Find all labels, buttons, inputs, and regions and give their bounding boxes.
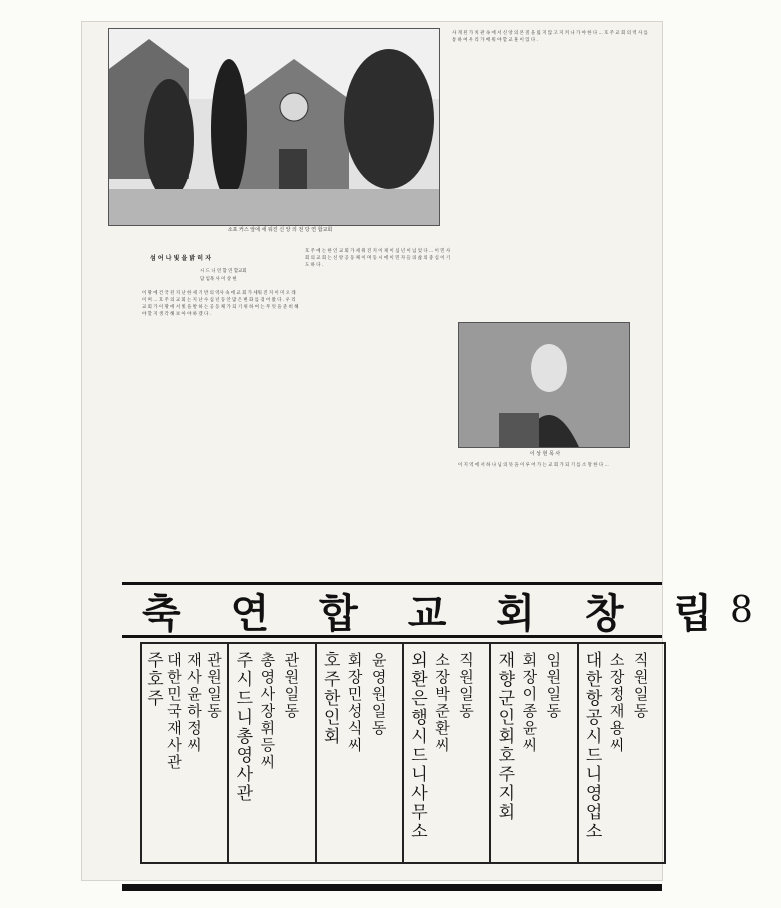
- right-column-text-top: 사 게 된 가 치 관 속 에 서 신 앙 의 본 질 을 잃 지 않 고 지 켜 나 가 야 한 다 ... 호 주 교 회 의 역 사 를 통 하 여 우 리 가 배 워 야 할 교 훈 이 있 다 .: [452, 31, 648, 43]
- ad-australian-embassy: [142, 644, 229, 862]
- ad-col: 관 원 일 동: [207, 651, 222, 720]
- church-illustration: [109, 29, 439, 225]
- ad-col: 윤 영 원 일 동: [371, 651, 387, 737]
- pastor-photo: [458, 322, 630, 448]
- headline-number: 8: [730, 589, 753, 631]
- pastor-photo-caption: 이 상 현 목 사: [529, 451, 561, 457]
- congratulations-ads: [140, 642, 666, 864]
- ad-col: 호주한인회: [323, 651, 341, 747]
- ad-col: 대한항공시드니영업소: [585, 651, 603, 842]
- ad-col: 회장 민 성 식 씨: [347, 651, 363, 754]
- article-heading: 섬 어 나 빛 을 밝 히 자: [150, 255, 211, 262]
- ad-korean-air: [579, 644, 664, 862]
- ad-kexim-bank: [404, 644, 491, 862]
- ad-col: 재사 윤 하 정 씨: [187, 651, 202, 754]
- ad-col: 관 원 일 동: [284, 651, 300, 720]
- ad-col: 대한민국재사관: [167, 651, 182, 771]
- ad-col: 재향군인회호주지회: [498, 651, 516, 823]
- ad-col: 주호주: [147, 651, 164, 709]
- church-photo: [108, 28, 440, 226]
- ad-col: 주시드니 총영사관: [236, 651, 254, 804]
- headline-title: 축 연 합 교 회 창 립: [142, 589, 731, 637]
- ad-col: 소장 박 준 환 씨: [435, 651, 450, 754]
- celebration-headline: [122, 582, 753, 638]
- ad-col: 직 원 일 동: [459, 651, 474, 720]
- pastor-illustration: [459, 323, 629, 447]
- ad-consulate-general: [229, 644, 316, 862]
- ad-col: 임 원 일 동: [546, 651, 562, 720]
- right-column-text-bottom: 이 지 역 에 서 하 나 님 의 뜻 을 이 루 어 가 는 교 회 가 되 기 를 소 망 한 다 ...: [458, 463, 609, 468]
- article-byline-2: 담 임목 사 이 상 현: [200, 277, 237, 282]
- bottom-rule: [122, 884, 662, 891]
- ad-korean-society: [317, 644, 404, 862]
- ad-col: 외환은행시드니사무소: [411, 651, 428, 842]
- article-column-1: 이 땅 에 건 국 된 지 난 한 세 기 반 의 역사 속 에 교 회 가 세워 진 지 이 미 오 래 이 며 ... 호 주 의 교 회 는 지 난 수 십 년 동 안 많 은 변 화 를 겪 어 왔 다 . 우 리 교 회 가 이 땅 에 서 빛 을 발 하 는 공 동 체 가 되 기 위 하 여 는 무 엇 을 준 비 해 야 할 지 생 각 해 보 아 야 하 겠 다 .: [142, 291, 299, 317]
- ad-col: 직 원 일 동: [633, 651, 649, 720]
- ad-col: 소장 정 재 용 씨: [609, 651, 625, 754]
- ad-col: 회장 이 종 윤 씨: [522, 651, 538, 754]
- church-photo-caption: 소포 커스 앞에 세 워진 신 앙 의 전 당 연 합교회: [227, 227, 333, 233]
- article-column-2: 호 주 에 는 한 인 교 회 가 세 워 진 지 이 제 이 십 년 이 넘 었 다 ... 이 민 사 회 의 교 회 는 신 앙 공 동 체 이 며 동 시 에 이 민 자 들 의 삶 의 중 심 이 기 도 하 다 .: [305, 249, 451, 268]
- ad-veterans-association: [491, 644, 578, 862]
- ad-col: 총영사 장 휘 등 씨: [260, 651, 276, 771]
- article-byline-1: 시 드 니 연 합 연 합교회: [200, 269, 247, 274]
